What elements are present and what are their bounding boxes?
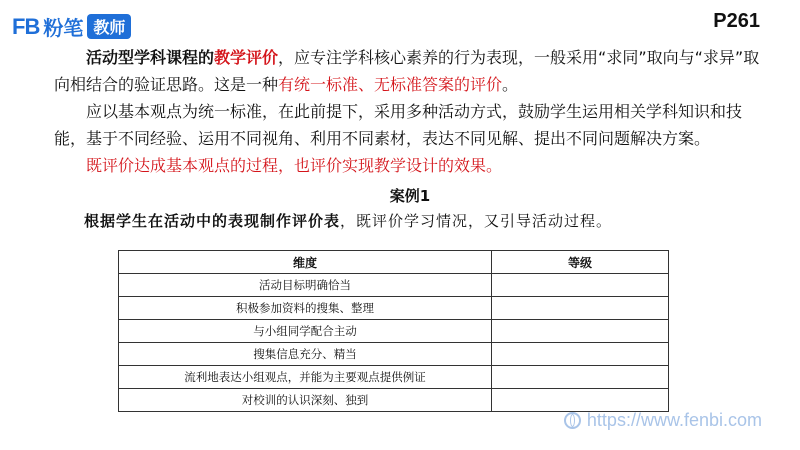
case-desc-bold: 根据学生在活动中的表现制作评价表 (84, 212, 341, 230)
logo-badge: 教师 (87, 14, 131, 39)
table-row (119, 320, 669, 343)
footer-url[interactable]: https://www.fenbi.com (586, 410, 762, 430)
table-cell-grade (492, 320, 669, 343)
page-number: P261 (713, 10, 760, 32)
table-cell-grade (492, 274, 669, 297)
table-cell-grade (492, 343, 669, 366)
table-row (119, 343, 669, 366)
table-cell-dimension: 积极参加资料的搜集、整理 (119, 297, 492, 320)
paragraph1-seg1: 活动型学科课程的 (86, 48, 215, 67)
logo-mark: FB (12, 13, 40, 39)
table-row (119, 274, 669, 297)
paragraph1-seg5: 。 (502, 75, 519, 94)
table-row (119, 297, 669, 320)
paragraph-summary: 既评价达成基本观点的过程，也评价实现教学设计的效果。 (86, 156, 503, 175)
table-cell-dimension: 与小组同学配合主动 (119, 320, 492, 343)
table-cell-dimension: 搜集信息充分、精当 (119, 343, 492, 366)
paragraph-evaluation (54, 44, 766, 98)
case-desc-rest: ，既评价学习情况，又引导活动过程。 (340, 212, 613, 230)
evaluation-table (118, 250, 669, 412)
footer-watermark (564, 410, 762, 431)
paragraph1-seg2: 教学评价 (214, 48, 279, 67)
table-row (119, 366, 669, 389)
header-dimension: 维度 (119, 251, 492, 274)
table-cell-grade (492, 366, 669, 389)
table-cell-grade (492, 297, 669, 320)
paragraph1-seg3: ，应专注学科核心素养的行为表现，一般采用“求同”取向与“求异”取向相结合的验证思路。这是一种 (54, 48, 760, 94)
case-description (84, 209, 766, 233)
table-cell-dimension: 对校训的认识深刻、独到 (119, 389, 492, 412)
paragraph1-seg4: 有统一标准、无标准答案的评价 (278, 75, 503, 94)
globe-icon (564, 412, 581, 429)
case-title: 案例1 (389, 187, 431, 205)
table-cell-dimension: 流利地表达小组观点，并能为主要观点提供例证 (119, 366, 492, 389)
table-cell-grade (492, 389, 669, 412)
brand-logo (12, 12, 131, 41)
table-row (119, 389, 669, 412)
table-cell-dimension: 活动目标明确恰当 (119, 274, 492, 297)
paragraph-standard: 应以基本观点为统一标准，在此前提下，采用多种活动方式，鼓励学生运用相关学科知识和技能，基于不同经验、运用不同视角、利用不同素材，表达不同见解、提出不同问题解决方案。 (54, 102, 743, 148)
logo-name: 粉笔 (43, 16, 84, 40)
header-grade: 等级 (492, 251, 669, 274)
slide-content (54, 44, 766, 233)
table-header-row (119, 251, 669, 274)
